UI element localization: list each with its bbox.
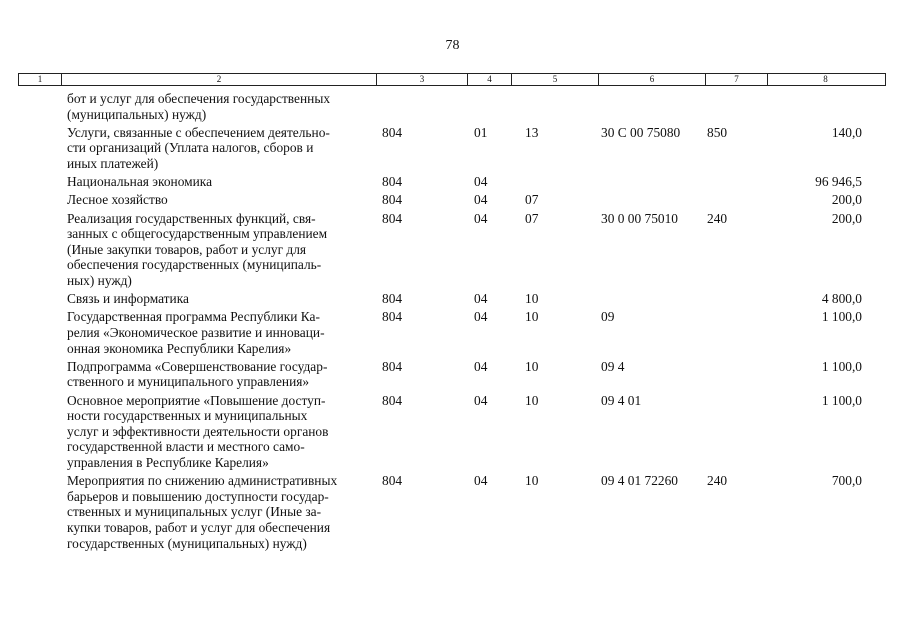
subsection-code: 10 [525,392,539,408]
description-line: онная экономика Республики Карелия» [67,340,292,356]
section-code: 04 [474,174,488,190]
section-code: 04 [474,291,488,307]
description-line: (муниципальных) нужд) [67,106,207,122]
row-description [67,192,377,208]
ministry-code: 804 [382,392,403,408]
row-description [67,393,377,471]
ministry-code: 804 [382,309,403,325]
description-line: купки товаров, работ и услуг для обеспечения [67,519,331,535]
subsection-code: 07 [525,192,539,208]
header-col-6: 6 [599,74,706,85]
amount: 1 100,0 [821,392,862,408]
amount: 200,0 [831,192,862,208]
amount: 1 100,0 [821,309,862,325]
target-article: 30 С 00 75080 [601,124,681,140]
ministry-code: 804 [382,358,403,374]
row-description [67,291,377,307]
amount: 96 946,5 [815,174,862,190]
ministry-code: 804 [382,192,403,208]
subsection-code: 10 [525,309,539,325]
description-line: обеспечения государственных (муниципаль- [67,257,322,273]
description-line: ных) нужд) [67,272,132,288]
row-description [67,359,377,390]
table-row [0,192,905,210]
section-code: 04 [474,358,488,374]
table-row [0,291,905,309]
header-col-7: 7 [706,74,768,85]
subsection-code: 07 [525,210,539,226]
amount: 140,0 [831,124,862,140]
table-body [0,91,905,554]
row-description [67,211,377,289]
section-code: 04 [474,392,488,408]
subsection-code: 10 [525,291,539,307]
description-line: государственных (муниципальных) нужд) [67,535,307,551]
description-line: занных с общегосударственным управлением [67,226,328,242]
ministry-code: 804 [382,291,403,307]
page-number: 78 [445,38,460,53]
amount: 1 100,0 [821,358,862,374]
table-row [0,393,905,474]
description-line: управления в Республике Карелия» [67,454,269,470]
row-description [67,91,377,122]
description-line: Реализация государственных функций, свя- [67,210,316,226]
table-row [0,125,905,174]
header-col-4: 4 [468,74,512,85]
row-description [67,125,377,172]
target-article: 09 4 01 72260 [601,473,678,489]
description-line: сти организаций (Уплата налогов, сборов и [67,140,314,156]
table-row [0,473,905,554]
table-row [0,359,905,393]
description-line: Основное мероприятие «Повышение доступ- [67,392,326,408]
description-line: бот и услуг для обеспечения государственных [67,91,331,106]
table-row [0,211,905,292]
ministry-code: 804 [382,174,403,190]
description-line: ности государственных и муниципальных [67,408,308,424]
table-row [0,309,905,358]
description-line: Лесное хозяйство [67,192,168,208]
description-line: государственной власти и местного само- [67,439,305,455]
description-line: Мероприятия по снижению административных [67,473,338,489]
header-col-8: 8 [823,74,828,84]
description-line: Услуги, связанные с обеспечением деятельно- [67,124,330,140]
description-line: барьеров и повышению доступности государ- [67,488,329,504]
expense-type: 850 [707,124,728,140]
ministry-code: 804 [382,124,403,140]
target-article: 30 0 00 75010 [601,210,678,226]
row-description [67,473,377,551]
description-line: иных платежей) [67,155,159,171]
row-description [67,309,377,356]
row-description [67,174,377,190]
description-line: ственного и муниципального управления» [67,374,310,390]
table-row [0,91,905,125]
description-line: Подпрограмма «Совершенствование государ- [67,358,328,374]
description-line: Национальная экономика [67,174,213,190]
target-article: 09 4 [601,358,625,374]
table-row [0,174,905,192]
subsection-code: 10 [525,473,539,489]
ministry-code: 804 [382,473,403,489]
section-code: 01 [474,124,488,140]
subsection-code: 13 [525,124,539,140]
description-line: ственных и муниципальных услуг (Иные за- [67,504,322,520]
amount: 700,0 [831,473,862,489]
subsection-code: 10 [525,358,539,374]
description-line: Государственная программа Республики Ка- [67,309,320,325]
section-code: 04 [474,192,488,208]
section-code: 04 [474,473,488,489]
description-line: Связь и информатика [67,291,189,307]
expense-type: 240 [707,473,728,489]
description-line: услуг и эффективности деятельности органов [67,423,329,439]
amount: 200,0 [831,210,862,226]
header-col-3: 3 [377,74,468,85]
section-code: 04 [474,309,488,325]
header-col-5: 5 [512,74,599,85]
header-col-2: 2 [62,74,377,85]
target-article: 09 [601,309,615,325]
header-col-1: 1 [19,74,62,85]
expense-type: 240 [707,210,728,226]
amount: 4 800,0 [821,291,862,307]
ministry-code: 804 [382,210,403,226]
table-header [18,73,886,86]
description-line: релия «Экономическое развитие и инноваци- [67,324,325,340]
section-code: 04 [474,210,488,226]
description-line: (Иные закупки товаров, работ и услуг для [67,241,307,257]
target-article: 09 4 01 [601,392,642,408]
